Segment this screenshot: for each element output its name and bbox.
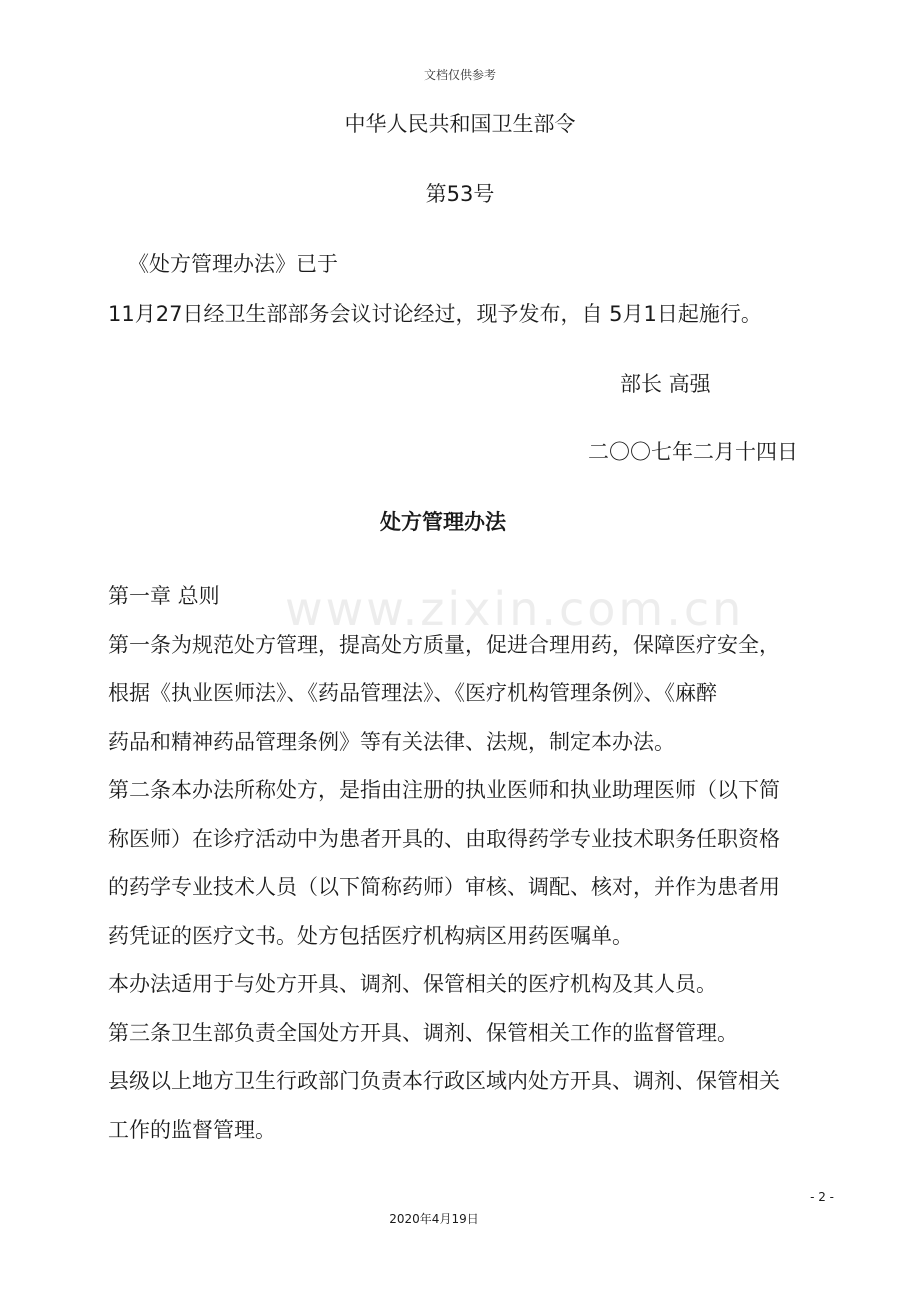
body-line: 称医师）在诊疗活动中为患者开具的、由取得药学专业技术职务任职资格 bbox=[108, 826, 780, 851]
body-line: 药凭证的医疗文书。处方包括医疗机构病区用药医嘱单。 bbox=[108, 923, 633, 948]
header-note: 文档仅供参考 bbox=[423, 68, 496, 82]
document-body bbox=[108, 572, 832, 1154]
body-line: 药品和精神药品管理条例》等有关法律、法规，制定本办法。 bbox=[108, 729, 675, 754]
body-line: 第一章 总则 bbox=[108, 584, 220, 608]
document-title: 处方管理办法 bbox=[380, 510, 506, 534]
body-line: 第二条本办法所称处方，是指由注册的执业医师和执业助理医师（以下简 bbox=[108, 778, 780, 802]
page-number: - 2 - bbox=[810, 1190, 834, 1204]
body-line: 第三条卫生部负责全国处方开具、调剂、保管相关工作的监督管理。 bbox=[108, 1020, 738, 1045]
decree-intro-line-1: 《处方管理办法》已于 bbox=[128, 252, 338, 276]
decree-intro-line-2: 11月27日经卫生部部务会议讨论经过，现予发布，自 5月1日起施行。 bbox=[108, 302, 762, 326]
decree-title: 中华人民共和国卫生部令 bbox=[344, 112, 576, 136]
body-line: 的药学专业技术人员（以下简称药师）审核、调配、核对，并作为患者用 bbox=[108, 875, 780, 899]
body-line: 根据《执业医师法》、《药品管理法》、《医疗机构管理条例》、《麻醉 bbox=[108, 681, 717, 705]
decree-number: 第53号 bbox=[425, 182, 495, 206]
decree-date: 二〇〇七年二月十四日 bbox=[588, 440, 798, 464]
body-line: 工作的监督管理。 bbox=[108, 1117, 276, 1142]
body-line: 本办法适用于与处方开具、调剂、保管相关的医疗机构及其人员。 bbox=[108, 972, 717, 996]
body-line: 第一条为规范处方管理，提高处方质量，促进合理用药，保障医疗安全， bbox=[108, 632, 780, 657]
watermark: www.zixin.com.cn bbox=[285, 582, 745, 636]
decree-signer: 部长 高强 bbox=[620, 372, 711, 396]
footer-date: 2020年4月19日 bbox=[389, 1212, 479, 1226]
body-line: 县级以上地方卫生行政部门负责本行政区域内处方开具、调剂、保管相关 bbox=[108, 1069, 780, 1093]
